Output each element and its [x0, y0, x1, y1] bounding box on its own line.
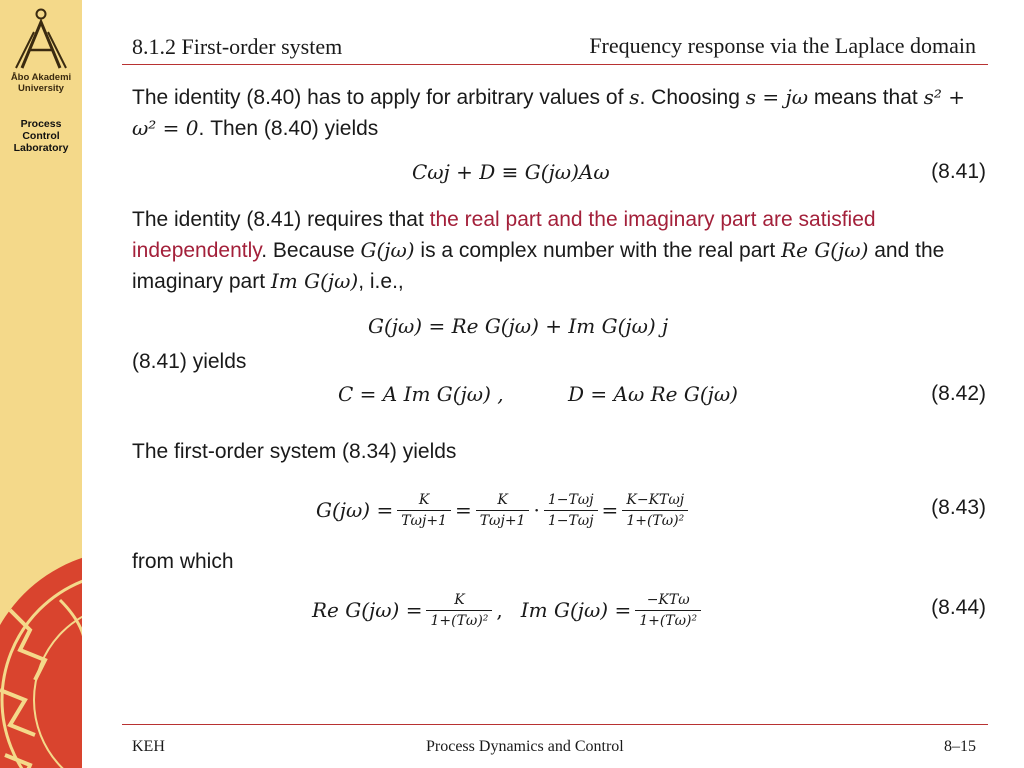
- eq43-fraction-2: [476, 492, 530, 529]
- footer-course: Process Dynamics and Control: [426, 738, 624, 755]
- eq44-expression: [312, 582, 705, 638]
- p2-text-3: is a complex number with the real part: [414, 239, 782, 262]
- eq44-f1-den: 1+(Tω)²: [426, 610, 492, 629]
- p2-text-4: and the imaginary part: [132, 239, 945, 293]
- p1-math-s2w2: s² + ω² = 0: [132, 85, 965, 140]
- p2-highlight: the real part and the imaginary part are satisfied independently: [132, 208, 876, 262]
- slide-topic: Frequency response via the Laplace domain: [589, 33, 976, 58]
- paragraph-2: [132, 204, 972, 297]
- eq43-fraction-3: [544, 492, 598, 529]
- p1-text-1: The identity (8.40) has to apply for arbitrary values of: [132, 86, 630, 109]
- eq44-f2-num: −KTω: [646, 591, 690, 608]
- p1-text-3: means that: [808, 86, 924, 109]
- eq43-f1-den: Tωj+1: [397, 510, 451, 529]
- footer-rule: [122, 724, 988, 725]
- decomp-expression: G(jω) = Re G(jω) + Im G(jω) j: [368, 314, 669, 338]
- p2-math-re: Re G(jω): [781, 238, 869, 262]
- eq44-lhs-re: Re G(jω) =: [312, 598, 423, 622]
- eq43-expression: G(jω) = $\frac{K}{\text{Tωj+1}}$ = $\frac{K}{\text{Tωj+1}}$ · $\frac{\text{1−Tωj}}{\text{1−Tωj}}$ = $\frac{\text{K−KTωj}}{\text{1+(Tω)²}}$: [316, 482, 692, 538]
- lab-line-3: Laboratory: [13, 142, 69, 154]
- p1-math-s2: s: [745, 85, 757, 109]
- eq43-f2-den: Tωj+1: [476, 510, 530, 529]
- p1-text-4: . Then (8.40) yields: [198, 117, 379, 140]
- eq43-f4-num: K−KTωj: [626, 491, 685, 508]
- header-rule: [122, 64, 988, 65]
- equation-decomposition: [132, 314, 988, 344]
- university-line-2: University: [18, 83, 64, 94]
- university-seal-icon: [0, 540, 82, 768]
- p1-math-jw: jω: [785, 85, 809, 109]
- eq43-fraction-4: [622, 492, 688, 529]
- eq43-dot: ·: [533, 498, 540, 522]
- equation-8-44: [132, 582, 988, 638]
- p2-math-im: Im G(jω): [270, 269, 359, 293]
- eq41-expression: Cωj + D ≡ G(jω)Aω: [412, 160, 610, 184]
- eq44-fraction-2: [635, 592, 701, 629]
- eq42-left: C = A Im G(jω) ,: [338, 382, 504, 406]
- eq44-f1-num: K: [454, 591, 465, 608]
- eq42-number: (8.42): [931, 382, 986, 405]
- p1-math-s: s: [629, 85, 640, 109]
- section-title: 8.1.2 First-order system: [132, 34, 343, 59]
- eq44-fraction-1: [426, 592, 492, 629]
- p1-text-2: . Choosing: [639, 86, 746, 109]
- footer-page-number: 8–15: [944, 738, 976, 755]
- p1-math-eq: =: [756, 85, 786, 109]
- equation-8-43: [132, 482, 988, 538]
- laboratory-name: [0, 118, 82, 154]
- university-name: [0, 72, 82, 94]
- paragraph-4: The first-order system (8.34) yields: [132, 440, 457, 463]
- p2-math-gjw: G(jω): [360, 238, 415, 262]
- footer-author: KEH: [132, 738, 165, 755]
- eq44-number: (8.44): [931, 596, 986, 619]
- eq41-number: (8.41): [931, 160, 986, 183]
- paragraph-5: from which: [132, 550, 234, 573]
- lab-line-2: Control: [22, 130, 60, 142]
- paragraph-3: (8.41) yields: [132, 350, 247, 373]
- eq43-f4-den: 1+(Tω)²: [622, 510, 688, 529]
- eq44-f2-den: 1+(Tω)²: [635, 610, 701, 629]
- p2-text-2: . Because: [261, 239, 361, 262]
- p2-text-1: The identity (8.41) requires that: [132, 208, 430, 231]
- eq43-f1-num: K: [418, 491, 430, 508]
- eq43-lhs: G(jω) =: [316, 498, 394, 522]
- eq43-fraction-1: [397, 492, 451, 529]
- eq42-right: D = Aω Re G(jω): [568, 382, 738, 406]
- sidebar: [0, 0, 82, 768]
- equation-8-42: [132, 382, 988, 412]
- abo-akademi-logo-icon: [14, 8, 68, 74]
- equation-8-41: [132, 160, 988, 190]
- lab-line-1: Process: [20, 118, 62, 130]
- university-line-1: Åbo Akademi: [10, 72, 72, 83]
- eq43-f3-den: 1−Tωj: [544, 510, 598, 529]
- eq43-number: (8.43): [931, 496, 986, 519]
- p2-text-5: , i.e.,: [358, 270, 404, 293]
- eq44-separator: ,: [496, 598, 503, 622]
- eq43-f2-num: K: [497, 491, 508, 508]
- paragraph-1: [132, 82, 972, 144]
- eq44-lhs-im: Im G(jω) =: [520, 598, 632, 622]
- eq43-f3-num: 1−Tωj: [547, 491, 594, 508]
